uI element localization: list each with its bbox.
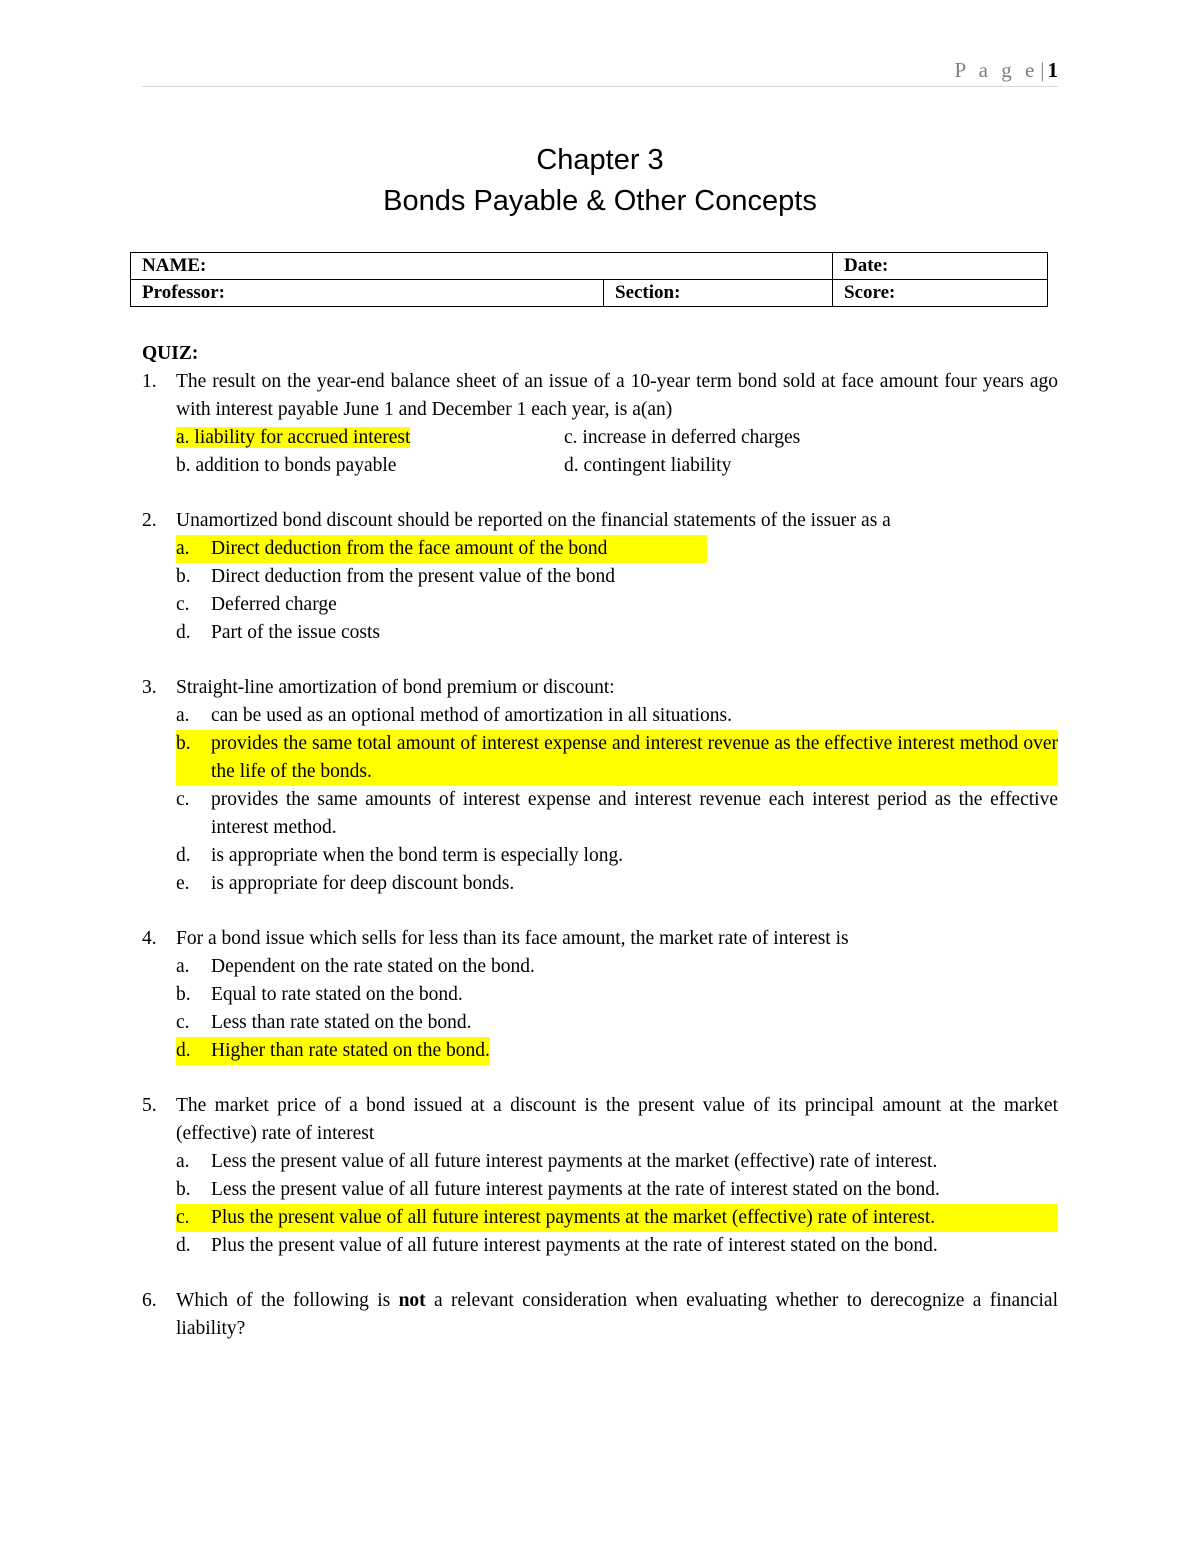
option-letter: d. — [176, 845, 191, 866]
option-text: Deferred charge — [211, 594, 337, 615]
student-info-table — [130, 252, 1048, 307]
option-b[interactable] — [176, 1176, 1058, 1204]
option-b[interactable] — [176, 563, 1058, 591]
question-4 — [142, 925, 1058, 953]
option-b[interactable] — [176, 981, 1058, 1009]
option-c[interactable] — [176, 1009, 1058, 1037]
option-letter: d. — [176, 622, 191, 643]
choice-c[interactable]: c. increase in deferred charges — [564, 427, 801, 448]
question-text: Straight-line amortization of bond premium or discount: — [176, 677, 615, 698]
question-number: 3. — [142, 677, 157, 698]
quiz-content — [142, 340, 1058, 1343]
choice-a-answer[interactable]: a. liability for accrued interest — [176, 427, 411, 448]
question-number: 2. — [142, 510, 157, 531]
question-3 — [142, 674, 1058, 702]
option-text: Part of the issue costs — [211, 622, 380, 643]
question-2 — [142, 507, 1058, 535]
option-c[interactable] — [176, 591, 1058, 619]
quiz-label: QUIZ: — [142, 343, 199, 364]
option-text: can be used as an optional method of amortization in all situations. — [211, 705, 732, 726]
option-b-answer[interactable] — [176, 730, 1058, 786]
option-letter: c. — [176, 789, 190, 810]
question-text: Unamortized bond discount should be reported on the financial statements of the issuer as a — [176, 510, 891, 531]
option-text: Direct deduction from the present value of the bond — [211, 566, 615, 587]
question-number: 6. — [142, 1290, 157, 1311]
option-text: is appropriate for deep discount bonds. — [211, 873, 515, 894]
option-a-answer[interactable] — [176, 535, 707, 563]
page-separator: | — [1040, 58, 1045, 82]
name-field[interactable]: NAME: — [131, 253, 833, 280]
question-text-part: a relevant consideration when evaluating whether to derecognize a financial liability? — [176, 1290, 1058, 1339]
option-text: Less than rate stated on the bond. — [211, 1012, 472, 1033]
option-text: Less the present value of all future interest payments at the rate of interest stated on the bond. — [211, 1179, 940, 1200]
option-a[interactable] — [176, 702, 1058, 730]
option-a[interactable] — [176, 1148, 1058, 1176]
question-number: 5. — [142, 1095, 157, 1116]
option-letter: c. — [176, 594, 190, 615]
option-letter: d. — [176, 1040, 191, 1061]
option-text: Higher than rate stated on the bond. — [211, 1040, 490, 1061]
page-title — [0, 140, 1200, 222]
option-text: Equal to rate stated on the bond. — [211, 984, 463, 1005]
question-text: For a bond issue which sells for less than its face amount, the market rate of interest is — [176, 928, 849, 949]
option-letter: a. — [176, 956, 190, 977]
option-letter: b. — [176, 984, 191, 1005]
option-text: Dependent on the rate stated on the bond. — [211, 956, 535, 977]
option-letter: c. — [176, 1012, 190, 1033]
option-d-answer[interactable] — [176, 1037, 1058, 1065]
score-field[interactable]: Score: — [833, 280, 1048, 307]
option-text: provides the same total amount of interest expense and interest revenue as the effective interest method over the life of the bonds. — [211, 733, 1058, 782]
chapter-subtitle: Bonds Payable & Other Concepts — [383, 185, 817, 217]
chapter-title: Chapter 3 — [536, 144, 664, 176]
question-number: 4. — [142, 928, 157, 949]
date-field[interactable]: Date: — [833, 253, 1048, 280]
option-letter: a. — [176, 538, 190, 559]
option-letter: e. — [176, 873, 190, 894]
option-text: is appropriate when the bond term is especially long. — [211, 845, 624, 866]
section-field[interactable]: Section: — [604, 280, 833, 307]
question-1-choices — [176, 424, 1058, 480]
question-text — [176, 1287, 1058, 1343]
option-text: Plus the present value of all future interest payments at the market (effective) rate of interest. — [211, 1207, 936, 1228]
option-text: Less the present value of all future interest payments at the market (effective) rate of interest. — [211, 1151, 938, 1172]
option-a[interactable] — [176, 953, 1058, 981]
page-header — [142, 58, 1058, 87]
option-letter: c. — [176, 1207, 190, 1228]
question-number: 1. — [142, 371, 157, 392]
question-6 — [142, 1287, 1058, 1343]
option-letter: b. — [176, 566, 191, 587]
choice-b[interactable]: b. addition to bonds payable — [176, 455, 397, 476]
option-c[interactable] — [176, 786, 1058, 842]
option-d[interactable] — [176, 842, 1058, 870]
question-text: The market price of a bond issued at a discount is the present value of its principal amount at the market (effective) rate of interest — [176, 1095, 1058, 1144]
option-text: Plus the present value of all future interest payments at the rate of interest stated on the bond. — [211, 1235, 938, 1256]
option-text: Direct deduction from the face amount of the bond — [211, 538, 608, 559]
option-text: provides the same amounts of interest expense and interest revenue each interest period as the effective interest method. — [211, 789, 1058, 838]
emphasis-not: not — [398, 1290, 426, 1311]
option-letter: d. — [176, 1235, 191, 1256]
choice-d[interactable]: d. contingent liability — [564, 455, 732, 476]
option-d[interactable] — [176, 619, 1058, 647]
question-text: The result on the year-end balance sheet of an issue of a 10-year term bond sold at face amount four years ago with interest payable June 1 and December 1 each year, is a(an) — [176, 371, 1058, 420]
page-number: 1 — [1047, 58, 1058, 82]
question-1 — [142, 368, 1058, 424]
option-letter: a. — [176, 705, 190, 726]
question-text-part: Which of the following is — [176, 1290, 399, 1311]
page-word: P a g e — [954, 58, 1039, 82]
option-letter: b. — [176, 1179, 191, 1200]
option-letter: b. — [176, 733, 191, 754]
option-e[interactable] — [176, 870, 1058, 898]
professor-field[interactable]: Professor: — [131, 280, 604, 307]
question-5 — [142, 1092, 1058, 1148]
option-d[interactable] — [176, 1232, 1058, 1260]
option-letter: a. — [176, 1151, 190, 1172]
option-c-answer[interactable] — [176, 1204, 1058, 1232]
